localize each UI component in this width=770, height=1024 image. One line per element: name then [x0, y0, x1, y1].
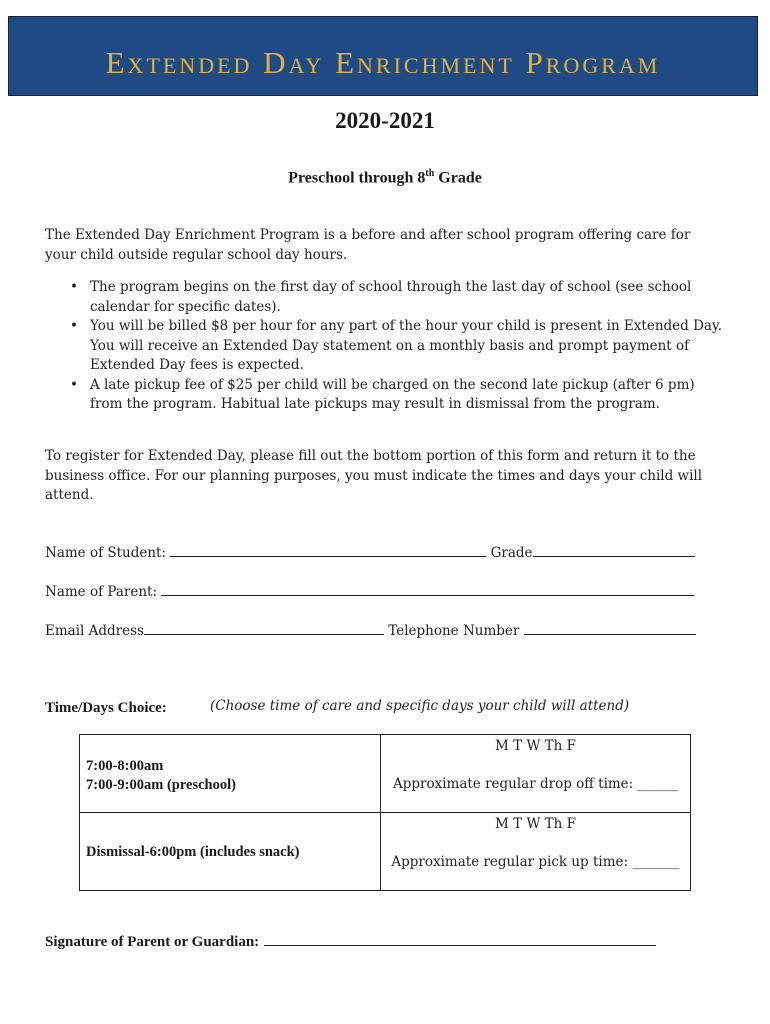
email-field[interactable] — [144, 620, 384, 635]
list-item — [45, 278, 725, 317]
grade-range-suffix: Grade — [434, 169, 482, 187]
program-title: Extended Day Enrichment Program — [105, 45, 661, 80]
schedule-table — [79, 734, 691, 891]
list-item-text: You will be billed $8 per hour for any part of the hour your child is present in Extended Day. You will receive an Extended Day statement on a monthly basis and prompt payment of Extended Day fees is expected. — [90, 318, 723, 373]
student-row — [45, 542, 705, 564]
afternoon-days[interactable]: M T W Th F — [495, 816, 576, 832]
table-row — [80, 735, 691, 813]
grade-range-text: Preschool through 8 — [288, 169, 426, 187]
intro-paragraph: The Extended Day Enrichment Program is a before and after school program offering care for your child outside regular school day hours. — [45, 227, 691, 263]
bullet-icon: • — [70, 279, 78, 295]
choice-label: Time/Days Choice: — [45, 700, 167, 716]
morning-times-cell — [80, 735, 381, 813]
grade-field[interactable] — [533, 542, 695, 557]
dismissal-cell — [80, 813, 381, 891]
parent-name-field[interactable] — [161, 581, 694, 596]
registration-instructions: To register for Extended Day, please fill out the bottom portion of this form and return it to the business office. For our planning purposes, you must indicate the times and days your child will attend. — [45, 448, 703, 503]
email-label: Email Address — [45, 623, 144, 639]
student-name-field[interactable] — [170, 542, 486, 557]
contact-row — [45, 620, 705, 642]
telephone-field[interactable] — [524, 620, 696, 635]
parent-name-label: Name of Parent: — [45, 584, 157, 600]
pickup-time-field[interactable]: Approximate regular pick up time: _______ — [391, 854, 680, 870]
morning-days-cell — [381, 735, 691, 813]
morning-days[interactable]: M T W Th F — [495, 738, 576, 754]
parent-row — [45, 581, 705, 603]
table-row — [80, 813, 691, 891]
preschool-time-option: 7:00-9:00am (preschool) — [86, 777, 236, 793]
grade-range — [0, 168, 770, 187]
bullet-icon: • — [70, 376, 78, 393]
school-year: 2020-2021 — [335, 108, 435, 133]
afternoon-days-cell — [381, 813, 691, 891]
grade-ordinal: th — [425, 168, 435, 179]
list-item-text: A late pickup fee of $25 per child will be charged on the second late pickup (after 6 pm) from the program. Habitual late pickups may result in dismissal from the program. — [90, 376, 695, 412]
grade-label: Grade — [490, 545, 533, 561]
title-banner — [8, 16, 758, 96]
list-item-text: The program begins on the first day of school through the last day of school (see school calendar for specific dates). — [90, 279, 692, 315]
student-name-label: Name of Student: — [45, 545, 167, 561]
choice-note: (Choose time of care and specific days your child will attend) — [210, 698, 630, 714]
signature-label: Signature of Parent or Guardian: — [45, 934, 260, 950]
bullet-icon: • — [70, 318, 78, 334]
telephone-label: Telephone Number — [388, 623, 520, 639]
time-days-choice — [45, 697, 725, 717]
program-details-list — [45, 278, 725, 415]
dismissal-time-option: Dismissal-6:00pm (includes snack) — [86, 844, 300, 860]
dropoff-time-field[interactable]: Approximate regular drop off time: ______ — [392, 776, 679, 792]
signature-row — [45, 931, 725, 951]
morning-times — [86, 757, 236, 795]
morning-time-option: 7:00-8:00am — [86, 758, 164, 774]
list-item — [45, 317, 725, 376]
signature-field[interactable] — [264, 931, 656, 946]
list-item — [45, 376, 725, 415]
